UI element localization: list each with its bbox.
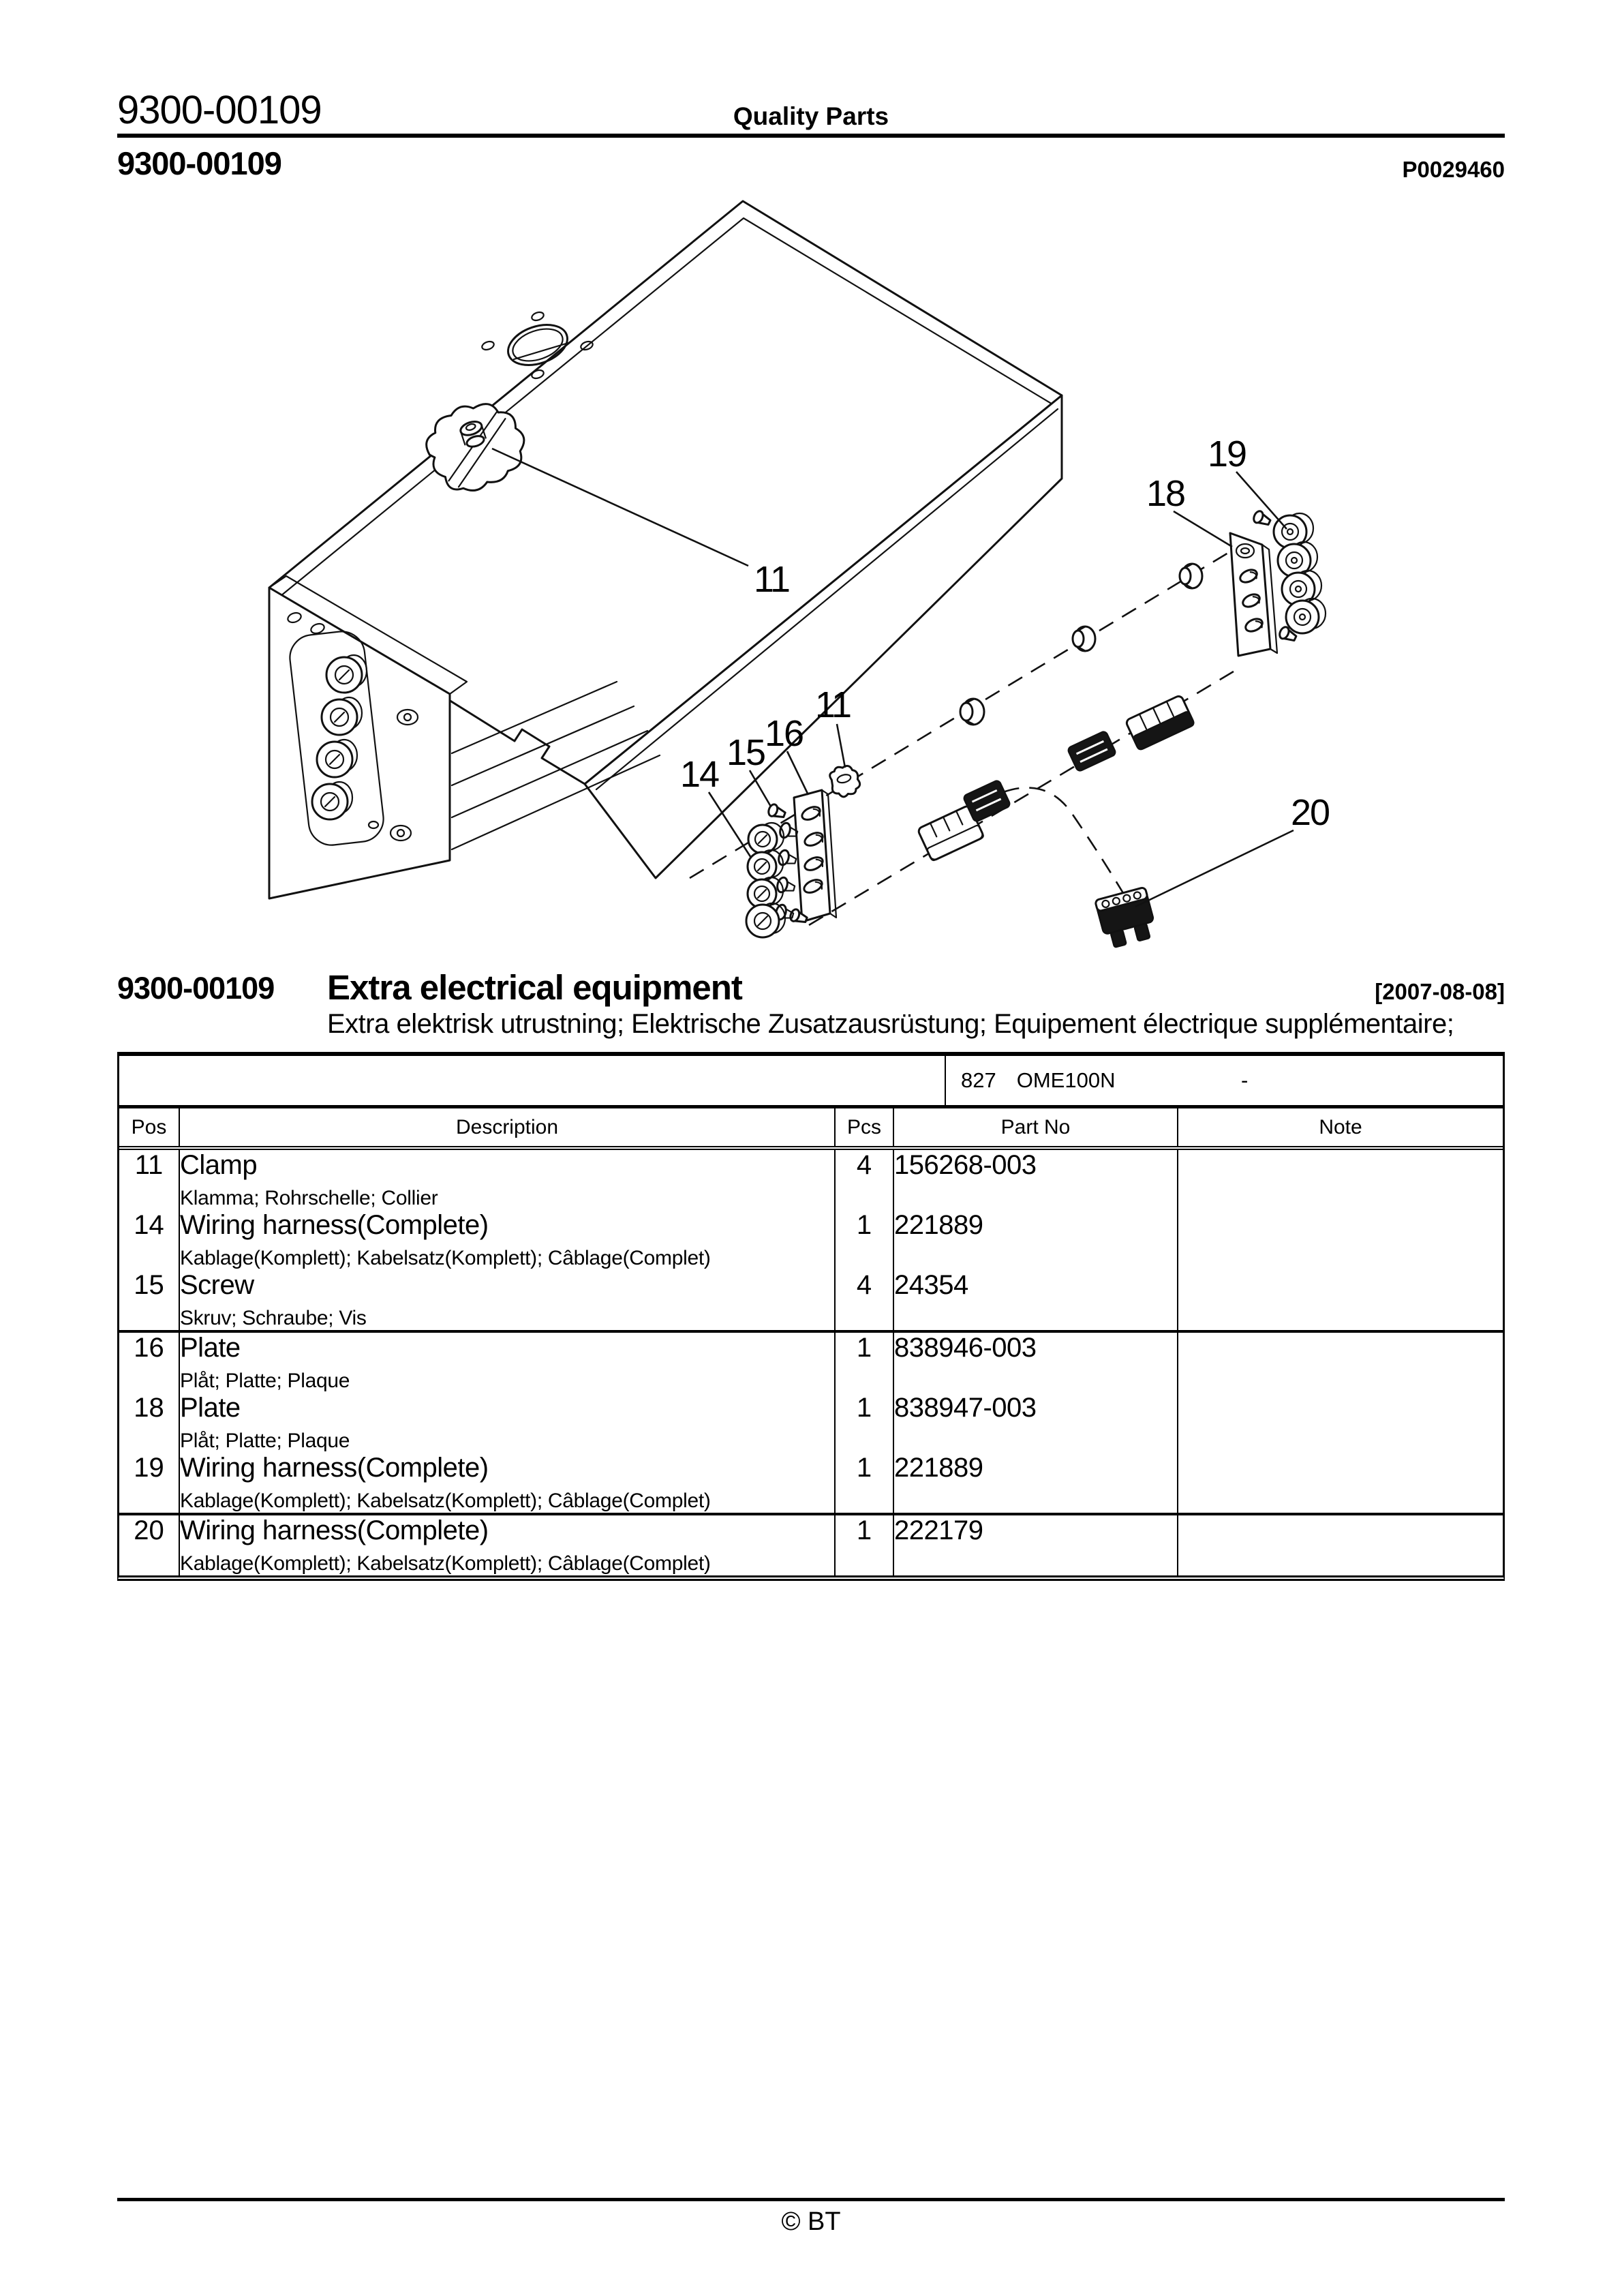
description-main: Plate — [180, 1333, 241, 1363]
cell-description — [179, 1148, 835, 1210]
model-code: 827 — [961, 1068, 996, 1092]
table-row — [119, 1393, 1503, 1453]
cell-part-no: 24354 — [893, 1270, 1178, 1331]
cell-description — [179, 1210, 835, 1270]
cell-pcs: 1 — [835, 1331, 893, 1393]
cell-pcs: 4 — [835, 1148, 893, 1210]
grommet — [1073, 626, 1095, 651]
doc-number: 9300-00109 — [117, 88, 322, 132]
brand-title: Quality Parts — [733, 102, 889, 130]
cell-part-no: 222179 — [893, 1514, 1178, 1575]
description-alt: Plåt; Platte; Plaque — [180, 1430, 350, 1452]
callout-15: 15 — [726, 732, 765, 773]
cell-pcs: 1 — [835, 1453, 893, 1514]
table-header-row — [119, 1108, 1503, 1148]
col-note: Note — [1178, 1108, 1503, 1148]
callout-11-mid: 11 — [814, 684, 851, 725]
screw-part — [1252, 510, 1272, 528]
cell-pcs: 1 — [835, 1210, 893, 1270]
callout-20: 20 — [1290, 792, 1330, 833]
cell-note — [1178, 1393, 1503, 1453]
cell-pcs: 1 — [835, 1514, 893, 1575]
callout-14: 14 — [679, 754, 719, 795]
cell-description — [179, 1453, 835, 1514]
section-title: Extra electrical equipment — [327, 968, 742, 1007]
section-subtitle: Extra elektrisk utrustning; Elektrische Zusatzausrüstung; Equipement électrique supplémentaire; — [327, 1009, 1454, 1039]
table-row — [119, 1210, 1503, 1270]
cell-note — [1178, 1270, 1503, 1331]
cell-pos: 19 — [119, 1453, 179, 1514]
cell-note — [1178, 1210, 1503, 1270]
table-row — [119, 1270, 1503, 1331]
cell-pos: 16 — [119, 1331, 179, 1393]
cell-pcs: 1 — [835, 1393, 893, 1453]
section-date: [2007-08-08] — [1375, 979, 1505, 1004]
col-part-no: Part No — [893, 1108, 1178, 1148]
cell-pos: 14 — [119, 1210, 179, 1270]
model-variant-row — [119, 1056, 1503, 1108]
model-row-spacer — [119, 1056, 946, 1105]
cell-description — [179, 1331, 835, 1393]
description-main: Clamp — [180, 1150, 258, 1180]
model-name: OME100N — [1016, 1068, 1116, 1092]
cell-pos: 15 — [119, 1270, 179, 1331]
description-main: Wiring harness(Complete) — [180, 1515, 489, 1545]
connector-bottom — [1095, 887, 1159, 949]
description-alt: Kablage(Komplett); Kabelsatz(Komplett); Câblage(Complet) — [180, 1552, 711, 1575]
description-alt: Skruv; Schraube; Vis — [180, 1307, 367, 1329]
cell-pos: 11 — [119, 1148, 179, 1210]
col-pcs: Pcs — [835, 1108, 893, 1148]
description-main: Plate — [180, 1393, 241, 1423]
callout-16: 16 — [764, 713, 804, 754]
connector-dark — [1067, 731, 1116, 772]
cell-note — [1178, 1331, 1503, 1393]
cell-part-no: 221889 — [893, 1453, 1178, 1514]
cell-part-no: 221889 — [893, 1210, 1178, 1270]
harness-stack-right — [1274, 513, 1326, 633]
cell-part-no: 156268-003 — [893, 1148, 1178, 1210]
cell-part-no: 838947-003 — [893, 1393, 1178, 1453]
model-note: - — [1241, 1068, 1249, 1092]
table-row — [119, 1148, 1503, 1210]
description-alt: Kablage(Komplett); Kabelsatz(Komplett); Câblage(Complet) — [180, 1247, 711, 1269]
copyright: © BT — [781, 2207, 841, 2236]
description-alt: Plåt; Platte; Plaque — [180, 1370, 350, 1392]
col-pos: Pos — [119, 1108, 179, 1148]
table-row — [119, 1514, 1503, 1575]
connector-3pin — [1125, 695, 1195, 751]
page-code: 9300-00109 — [117, 145, 281, 181]
cell-pcs: 4 — [835, 1270, 893, 1331]
header-rule — [117, 134, 1505, 138]
cell-note — [1178, 1453, 1503, 1514]
grommet — [960, 699, 984, 725]
model-variant-cell — [946, 1056, 1503, 1105]
cell-description — [179, 1393, 835, 1453]
description-main: Screw — [180, 1270, 254, 1300]
cell-note — [1178, 1148, 1503, 1210]
callout-19: 19 — [1207, 434, 1246, 474]
cell-description — [179, 1514, 835, 1575]
cell-part-no: 838946-003 — [893, 1331, 1178, 1393]
image-reference: P0029460 — [1402, 157, 1505, 182]
footer-rule — [117, 2198, 1505, 2201]
plate-right — [1230, 533, 1277, 656]
description-main: Wiring harness(Complete) — [180, 1210, 489, 1240]
cell-pos: 20 — [119, 1514, 179, 1575]
cell-description — [179, 1270, 835, 1331]
callout-18: 18 — [1146, 473, 1185, 514]
section-number: 9300-00109 — [117, 971, 275, 1006]
plate-left — [794, 790, 836, 922]
cell-note — [1178, 1514, 1503, 1575]
grommet — [1180, 564, 1202, 588]
table-row — [119, 1453, 1503, 1514]
callout-11-top: 11 — [753, 559, 790, 600]
description-alt: Klamma; Rohrschelle; Collier — [180, 1187, 438, 1209]
col-description: Description — [179, 1108, 835, 1148]
clamp-part-mid — [827, 763, 862, 799]
parts-table — [117, 1052, 1505, 1581]
harness-curve — [1003, 787, 1123, 893]
description-main: Wiring harness(Complete) — [180, 1453, 489, 1483]
cell-pos: 18 — [119, 1393, 179, 1453]
table-row — [119, 1331, 1503, 1393]
description-alt: Kablage(Komplett); Kabelsatz(Komplett); Câblage(Complet) — [180, 1490, 711, 1512]
